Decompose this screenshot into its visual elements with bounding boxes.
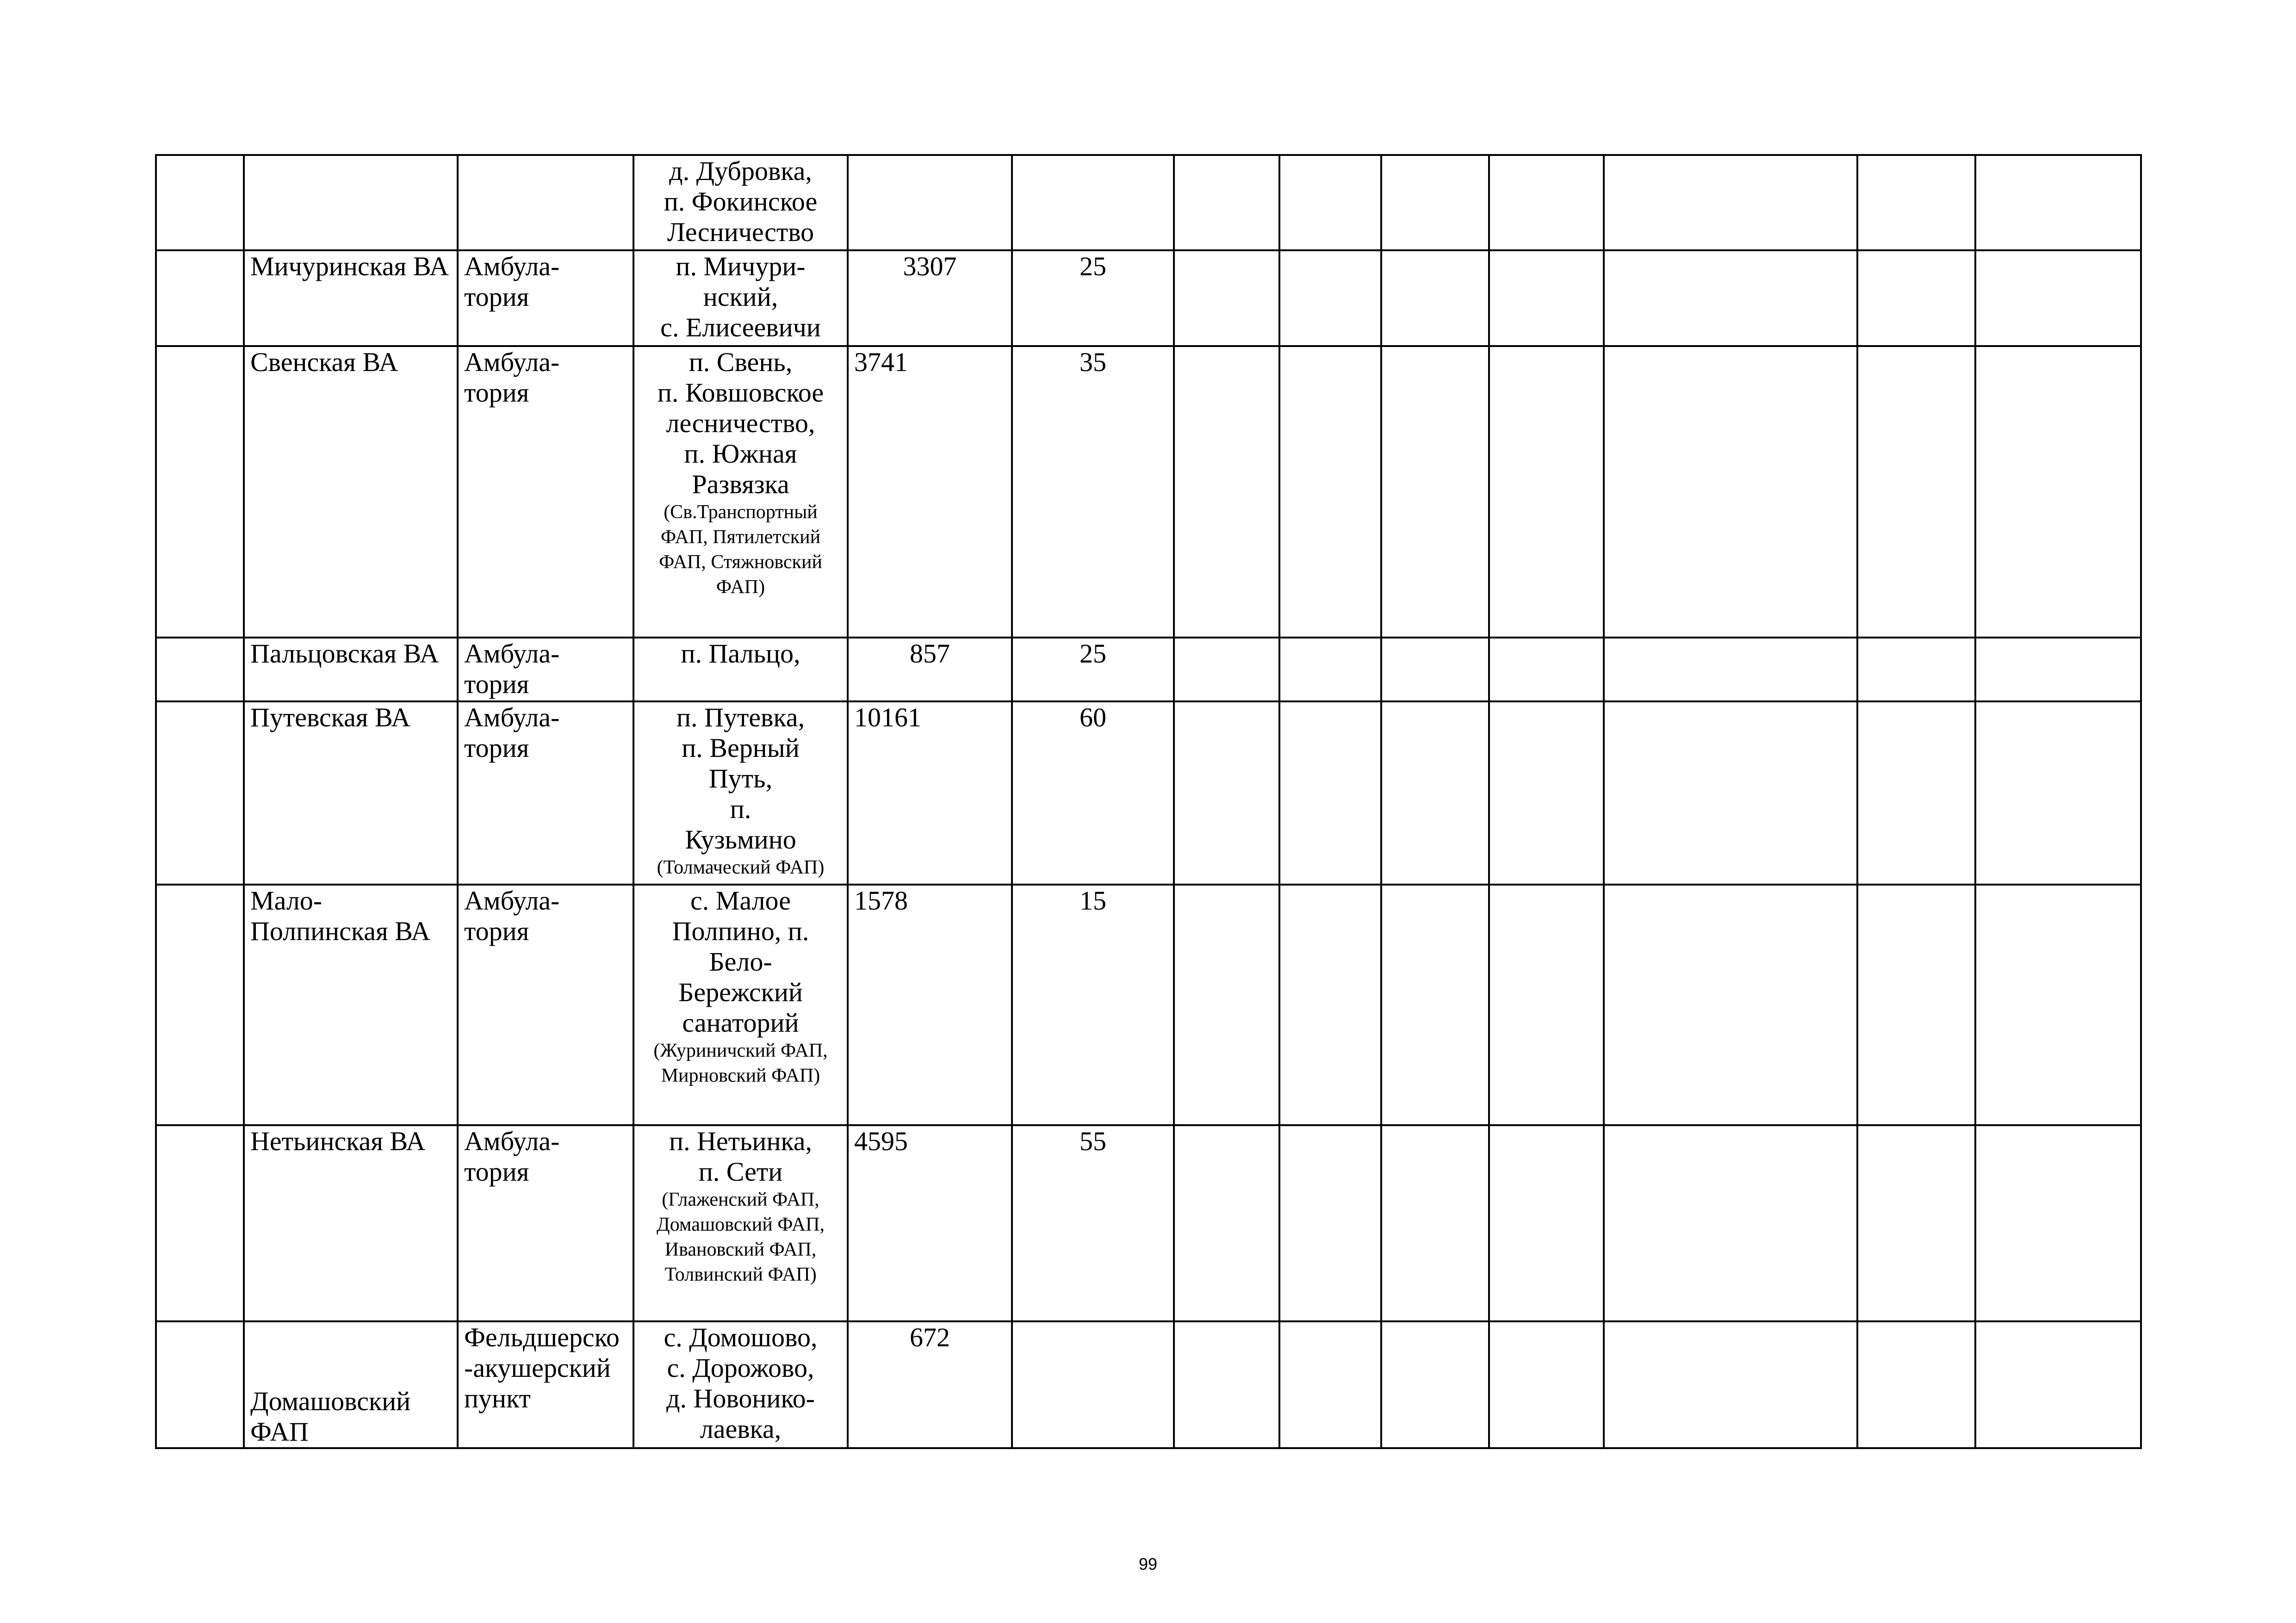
- locations-cell: [633, 155, 848, 250]
- empty-cell: [1381, 885, 1489, 1125]
- population-cell: [848, 250, 1012, 346]
- count-value: 35: [1080, 347, 1106, 377]
- facility-type: Амбула- тория: [464, 886, 560, 946]
- row-number-cell: [156, 155, 244, 250]
- location-line: Полпино, п.: [672, 916, 809, 946]
- empty-cell: [1604, 885, 1857, 1125]
- location-line: лесничество,: [666, 408, 815, 438]
- count-cell: [1012, 701, 1174, 885]
- empty-cell: [1279, 885, 1381, 1125]
- location-line: п.: [730, 794, 751, 824]
- empty-cell: [1174, 250, 1279, 346]
- empty-cell: [1857, 638, 1975, 701]
- facility-name: Домашовский ФАП: [250, 1386, 411, 1447]
- empty-cell: [1857, 701, 1975, 885]
- count-value: 25: [1080, 251, 1106, 281]
- empty-cell: [1174, 1125, 1279, 1321]
- facility-name: Нетьинская ВА: [250, 1126, 426, 1156]
- facility-type-cell: [458, 701, 633, 885]
- population-value: 672: [910, 1322, 950, 1352]
- table-row: [156, 1321, 2141, 1448]
- table-row: [156, 250, 2141, 346]
- empty-cell: [1279, 250, 1381, 346]
- table-row: [156, 346, 2141, 638]
- table-row: [156, 155, 2141, 250]
- location-line: лаевка,: [700, 1414, 782, 1444]
- attached-fap-note: (Св.Транспортный ФАП, Пятилетский ФАП, Стяжновский ФАП): [659, 502, 822, 598]
- empty-cell: [1857, 155, 1975, 250]
- location-line: с. Малое: [690, 886, 791, 916]
- count-cell: [1012, 155, 1174, 250]
- count-cell: [1012, 250, 1174, 346]
- locations-cell: [633, 638, 848, 701]
- attached-fap-note: (Глаженский ФАП, Домашовский ФАП, Ивановский ФАП, Толвинский ФАП): [657, 1189, 825, 1285]
- attached-fap-note: (Толмаческий ФАП): [657, 857, 825, 878]
- location-line: санаторий: [682, 1008, 799, 1038]
- location-line: Бережский: [678, 977, 803, 1007]
- empty-cell: [1381, 250, 1489, 346]
- locations-cell: [633, 885, 848, 1125]
- empty-cell: [1381, 346, 1489, 638]
- empty-cell: [1975, 346, 2141, 638]
- location-line: п. Ковшовское: [657, 378, 824, 408]
- population-value: 1578: [854, 886, 908, 916]
- location-line: с. Домошово,: [664, 1322, 818, 1352]
- empty-cell: [1174, 701, 1279, 885]
- population-value: 3307: [903, 251, 957, 281]
- empty-cell: [1975, 638, 2141, 701]
- location-line: д. Новонико-: [666, 1383, 815, 1413]
- facility-name-cell: [244, 1321, 458, 1448]
- empty-cell: [1604, 638, 1857, 701]
- empty-cell: [1489, 1125, 1604, 1321]
- location-line: п. Путевка,: [676, 702, 805, 732]
- locations-cell: [633, 701, 848, 885]
- empty-cell: [1857, 250, 1975, 346]
- empty-cell: [1381, 155, 1489, 250]
- location-line: п. Фокинское: [664, 186, 818, 217]
- facility-type: Амбула- тория: [464, 1126, 560, 1187]
- population-value: 4595: [854, 1126, 908, 1156]
- population-value: 857: [910, 638, 950, 669]
- empty-cell: [1174, 1321, 1279, 1448]
- count-value: 15: [1080, 886, 1106, 916]
- facilities-table: [155, 154, 2142, 1449]
- table-row: [156, 1125, 2141, 1321]
- facility-type-cell: [458, 1321, 633, 1448]
- row-number-cell: [156, 346, 244, 638]
- location-line: Бело-: [709, 947, 772, 977]
- facility-type-cell: [458, 250, 633, 346]
- facility-name: Мичуринская ВА: [250, 251, 449, 281]
- empty-cell: [1174, 638, 1279, 701]
- table-row: [156, 885, 2141, 1125]
- empty-cell: [1489, 1321, 1604, 1448]
- row-number-cell: [156, 701, 244, 885]
- locations-cell: [633, 250, 848, 346]
- empty-cell: [1975, 1321, 2141, 1448]
- empty-cell: [1489, 885, 1604, 1125]
- row-number-cell: [156, 638, 244, 701]
- empty-cell: [1604, 1321, 1857, 1448]
- empty-cell: [1489, 638, 1604, 701]
- population-value: 3741: [854, 347, 908, 377]
- empty-cell: [1279, 1321, 1381, 1448]
- count-cell: [1012, 1125, 1174, 1321]
- facility-type: Фельдшерско-акушерский пункт: [464, 1322, 620, 1413]
- facility-name: Путевская ВА: [250, 702, 410, 732]
- empty-cell: [1604, 701, 1857, 885]
- empty-cell: [1489, 250, 1604, 346]
- population-cell: [848, 346, 1012, 638]
- empty-cell: [1279, 1125, 1381, 1321]
- facility-name-cell: [244, 250, 458, 346]
- population-cell: [848, 701, 1012, 885]
- locations-cell: [633, 1321, 848, 1448]
- count-cell: [1012, 885, 1174, 1125]
- empty-cell: [1604, 250, 1857, 346]
- empty-cell: [1489, 346, 1604, 638]
- empty-cell: [1975, 885, 2141, 1125]
- facility-name-cell: [244, 701, 458, 885]
- empty-cell: [1857, 1321, 1975, 1448]
- table-body: [156, 155, 2141, 1448]
- facility-type: Амбула- тория: [464, 638, 560, 699]
- empty-cell: [1381, 638, 1489, 701]
- location-line: Кузьмино: [685, 824, 796, 855]
- row-number-cell: [156, 1321, 244, 1448]
- location-line: с. Елисеевичи: [660, 312, 821, 342]
- facility-name: Свенская ВА: [250, 347, 398, 377]
- empty-cell: [1381, 1125, 1489, 1321]
- location-line: п. Мичури-: [676, 251, 806, 281]
- row-number-cell: [156, 250, 244, 346]
- empty-cell: [1489, 155, 1604, 250]
- facility-name-cell: [244, 885, 458, 1125]
- empty-cell: [1174, 885, 1279, 1125]
- empty-cell: [1279, 155, 1381, 250]
- location-line: Путь,: [708, 763, 773, 793]
- empty-cell: [1279, 638, 1381, 701]
- page-number: 99: [1138, 1555, 1158, 1573]
- location-line: п. Свень,: [689, 347, 793, 377]
- count-value: 55: [1080, 1126, 1106, 1156]
- population-cell: [848, 1321, 1012, 1448]
- empty-cell: [1174, 346, 1279, 638]
- population-cell: [848, 638, 1012, 701]
- row-number-cell: [156, 885, 244, 1125]
- empty-cell: [1279, 346, 1381, 638]
- facility-name-cell: [244, 155, 458, 250]
- count-cell: [1012, 638, 1174, 701]
- facility-type: Амбула- тория: [464, 251, 560, 312]
- empty-cell: [1604, 346, 1857, 638]
- facility-type-cell: [458, 885, 633, 1125]
- facility-type: Амбула- тория: [464, 347, 560, 408]
- location-line: д. Дубровка,: [669, 156, 812, 186]
- facility-type-cell: [458, 638, 633, 701]
- empty-cell: [1857, 885, 1975, 1125]
- empty-cell: [1857, 1125, 1975, 1321]
- population-cell: [848, 155, 1012, 250]
- location-line: п. Пальцо,: [681, 638, 800, 669]
- facility-name: Мало-Полпинская ВА: [250, 886, 431, 946]
- attached-fap-note: (Журиничский ФАП, Мирновский ФАП): [653, 1040, 828, 1086]
- table-row: [156, 638, 2141, 701]
- table-row: [156, 701, 2141, 885]
- empty-cell: [1604, 1125, 1857, 1321]
- empty-cell: [1975, 701, 2141, 885]
- count-cell: [1012, 1321, 1174, 1448]
- locations-cell: [633, 346, 848, 638]
- population-value: 10161: [854, 702, 921, 732]
- empty-cell: [1489, 701, 1604, 885]
- empty-cell: [1381, 701, 1489, 885]
- facility-type-cell: [458, 346, 633, 638]
- facility-name: Пальцовская ВА: [250, 638, 439, 669]
- location-line: нский,: [703, 282, 778, 312]
- count-cell: [1012, 346, 1174, 638]
- empty-cell: [1279, 701, 1381, 885]
- facility-name-cell: [244, 638, 458, 701]
- empty-cell: [1604, 155, 1857, 250]
- facility-type: Амбула- тория: [464, 702, 560, 763]
- empty-cell: [1174, 155, 1279, 250]
- facility-type-cell: [458, 1125, 633, 1321]
- empty-cell: [1975, 1125, 2141, 1321]
- empty-cell: [1857, 346, 1975, 638]
- location-line: п. Нетьинка,: [669, 1126, 813, 1156]
- empty-cell: [1975, 155, 2141, 250]
- count-value: 60: [1080, 702, 1106, 732]
- population-cell: [848, 1125, 1012, 1321]
- location-line: с. Дорожово,: [667, 1353, 814, 1383]
- location-line: п. Верный: [682, 733, 800, 763]
- location-line: Развязка: [692, 469, 789, 499]
- count-value: 25: [1080, 638, 1106, 669]
- location-line: Лесничество: [667, 217, 814, 247]
- location-line: п. Южная: [684, 439, 797, 469]
- facility-type-cell: [458, 155, 633, 250]
- population-cell: [848, 885, 1012, 1125]
- facility-name-cell: [244, 1125, 458, 1321]
- row-number-cell: [156, 1125, 244, 1321]
- locations-cell: [633, 1125, 848, 1321]
- facility-name-cell: [244, 346, 458, 638]
- empty-cell: [1381, 1321, 1489, 1448]
- empty-cell: [1975, 250, 2141, 346]
- location-line: п. Сети: [698, 1157, 783, 1187]
